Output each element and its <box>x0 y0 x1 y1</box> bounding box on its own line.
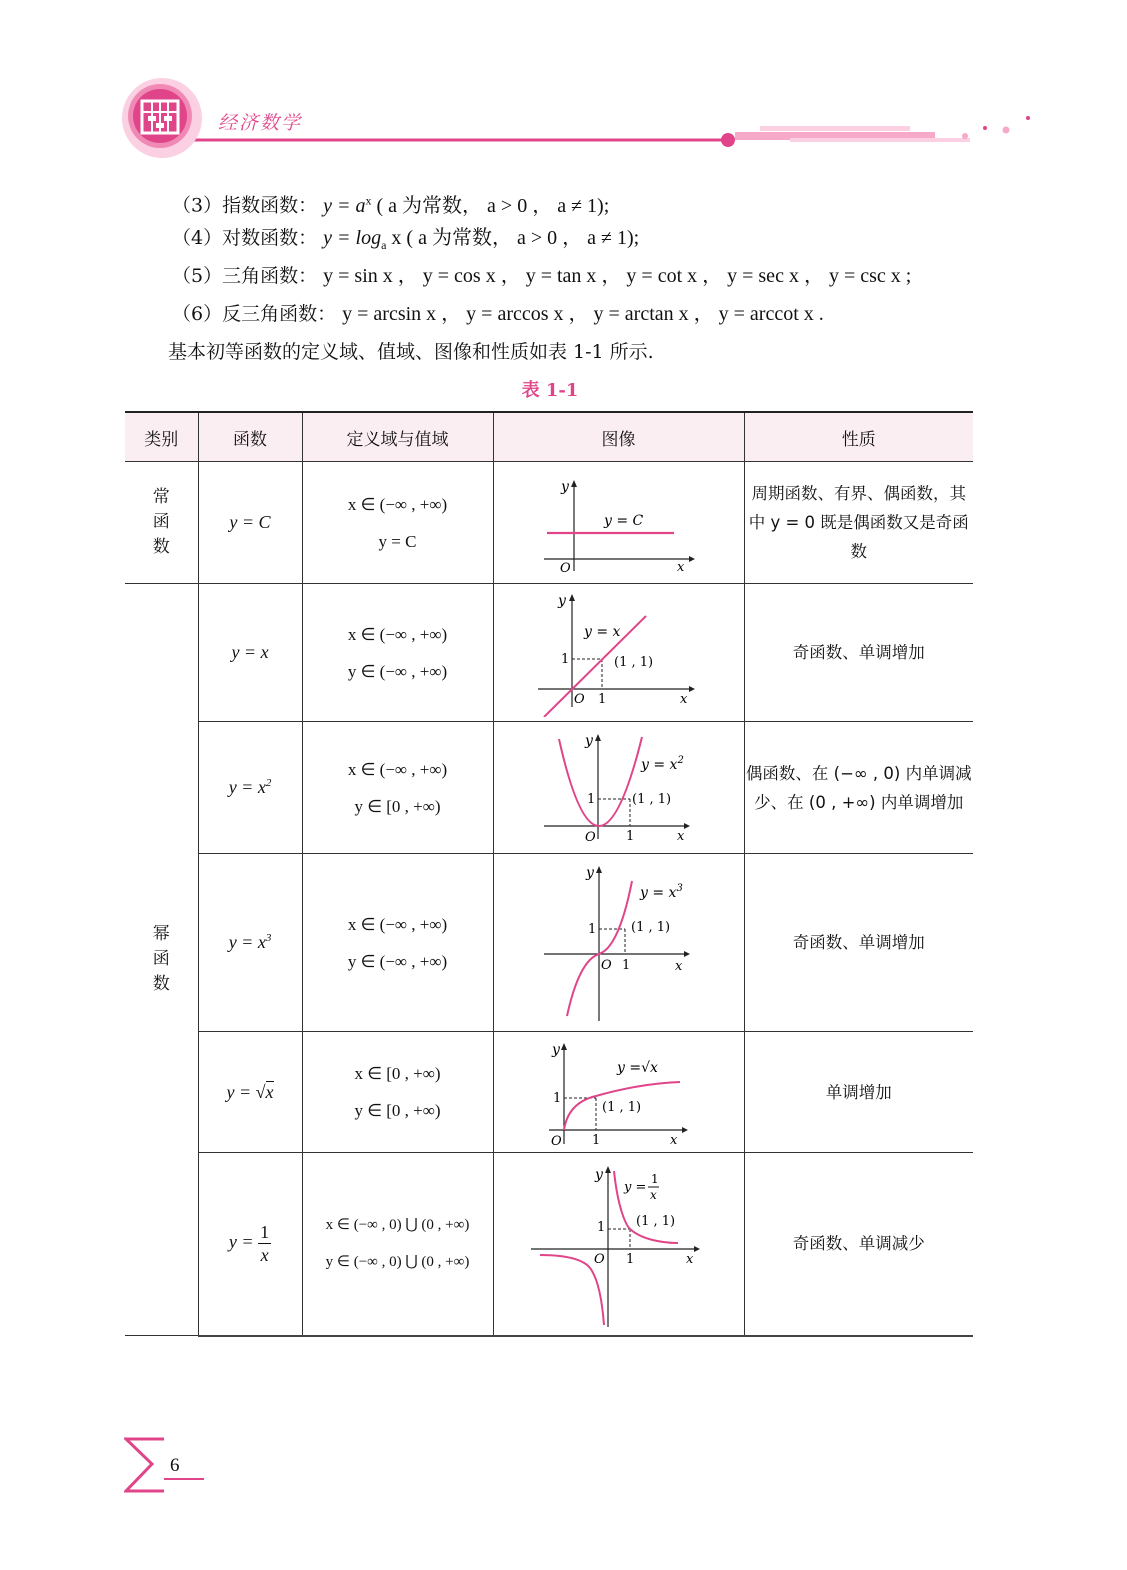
curve-label <box>616 1060 658 1076</box>
tick-label: 1 <box>621 957 630 973</box>
property-cell: 周期函数、有界、偶函数，其中 y = 0 既是偶函数又是奇函数 <box>744 462 973 584</box>
range: y ∈ (−∞ , +∞) <box>347 951 448 971</box>
graph-sqrt <box>544 1038 694 1146</box>
graph-cube <box>539 861 699 1025</box>
intro-line-5 <box>172 262 1002 300</box>
header-properties: 性质 <box>744 412 973 462</box>
domain: x ∈ (−∞ , +∞) <box>347 914 448 934</box>
domain: x ∈ [0 , +∞) <box>354 1064 441 1083</box>
graph-cell <box>493 462 744 584</box>
fraction <box>258 1221 271 1266</box>
category-char: 数 <box>152 974 170 994</box>
function-prefix: y = <box>228 1231 259 1252</box>
radicand: x <box>265 1081 274 1102</box>
range: y ∈ (−∞ , 0) ⋃ (0 , +∞) <box>325 1253 470 1270</box>
curve-label-exp: 2 <box>676 754 684 766</box>
radical-sign: √ <box>255 1081 266 1102</box>
tick-label: 1 <box>597 691 606 707</box>
origin-label: O <box>559 560 571 573</box>
tick-label: 1 <box>552 1091 561 1106</box>
graph-cell <box>493 1032 744 1153</box>
axis-label-x: x <box>679 691 687 707</box>
domain: x ∈ (−∞ , +∞) <box>347 494 448 514</box>
category-constant <box>125 462 198 584</box>
property-cell: 偶函数、在 (−∞ , 0) 内单调减少、在 (0 , +∞) 内单调增加 <box>744 722 973 854</box>
table-header-row <box>125 412 973 462</box>
function-cell <box>198 1153 302 1336</box>
curve-label-radical: √x <box>640 1060 658 1076</box>
axis-label-y: y <box>595 1166 603 1183</box>
table-row <box>125 584 973 722</box>
formula-note: x ( a 为常数， a > 0 ， a ≠ 1); <box>386 227 640 249</box>
origin-label: O <box>594 1251 605 1267</box>
function-cell: y = x <box>198 584 302 722</box>
function-cell <box>198 722 302 854</box>
graph-cell <box>493 722 744 854</box>
axis-label-x: x <box>669 1133 677 1146</box>
formula: y = sin x ， y = cos x ， y = tan x ， y = cot x ， y = sec x ， y = csc x ; <box>323 265 912 287</box>
point-label: (1 , 1) <box>613 654 653 670</box>
origin-label: O <box>584 829 596 845</box>
graph-linear <box>534 589 704 717</box>
axis-label-y: y <box>584 732 593 749</box>
domain: x ∈ (−∞ , +∞) <box>347 759 448 779</box>
domain-range-cell <box>302 1153 493 1336</box>
domain-range-cell <box>302 1032 493 1153</box>
header-function: 函数 <box>198 412 302 462</box>
function-exponent: 2 <box>265 777 272 789</box>
fraction-denominator: x <box>260 1245 269 1266</box>
formula: y = a <box>323 194 366 217</box>
formula-sup: x <box>365 193 372 207</box>
property-cell: 奇函数、单调减少 <box>744 1153 973 1336</box>
header-graph: 图像 <box>493 412 744 462</box>
tick-label: 1 <box>587 921 596 937</box>
tick-label: 1 <box>591 1133 600 1146</box>
function-cell <box>198 1032 302 1153</box>
axis-label-y: y <box>551 1042 560 1058</box>
formula: y = arcsin x ， y = arccos x ， y = arctan x ， y = arccot x . <box>342 303 824 325</box>
axis-label-x: x <box>686 1251 694 1267</box>
category-char: 常 <box>152 487 170 507</box>
range: y ∈ [0 , +∞) <box>354 1101 441 1120</box>
curve-label-prefix: y = <box>616 1060 641 1076</box>
point-label: (1 , 1) <box>636 1213 676 1229</box>
tick-label: 1 <box>597 1219 606 1235</box>
intro-text <box>168 186 1002 376</box>
axis-label-y: y <box>557 592 566 609</box>
category-char: 数 <box>152 537 170 557</box>
function-base: y = x <box>228 777 266 797</box>
point-label: (1 , 1) <box>631 791 671 807</box>
curve-label: y = C <box>603 512 643 529</box>
tick-label: 1 <box>586 791 595 807</box>
graph-cell <box>493 1153 744 1336</box>
intro-label: （6）反三角函数： <box>172 303 337 325</box>
table-row <box>125 1032 973 1153</box>
table-row <box>125 722 973 854</box>
category-char: 函 <box>152 949 170 969</box>
category-char: 幂 <box>152 924 170 944</box>
property-cell: 奇函数、单调增加 <box>744 584 973 722</box>
page-number: 6 <box>170 1455 180 1476</box>
tick-label: 1 <box>625 828 634 844</box>
curve-label-base: y = x <box>640 756 677 773</box>
point-label: (1 , 1) <box>601 1100 641 1115</box>
curve-label <box>639 883 683 901</box>
curve-label <box>640 755 684 773</box>
origin-label: O <box>573 691 585 707</box>
formula-sub: a <box>381 238 387 252</box>
table-row <box>125 462 973 584</box>
function-exponent: 3 <box>265 932 272 944</box>
domain: x ∈ (−∞ , +∞) <box>347 624 448 644</box>
page-header <box>0 0 1127 170</box>
function-cell <box>198 854 302 1032</box>
curve-label-den: x <box>650 1187 657 1202</box>
fraction-numerator: 1 <box>260 1222 270 1243</box>
domain-range-cell <box>302 462 493 584</box>
property-cell: 奇函数、单调增加 <box>744 854 973 1032</box>
axis-label-y: y <box>585 864 594 881</box>
tick-label: 1 <box>560 651 569 667</box>
curve-label-exp: 3 <box>675 882 683 894</box>
function-base: y = x <box>228 932 266 952</box>
property-cell: 单调增加 <box>744 1032 973 1153</box>
range: y ∈ [0 , +∞) <box>354 796 441 816</box>
axis-label-x: x <box>674 958 682 974</box>
domain-range-cell <box>302 722 493 854</box>
axis-label-x: x <box>676 559 684 573</box>
domain-range-cell <box>302 854 493 1032</box>
function-prefix: y = <box>226 1081 256 1102</box>
header-domain-range: 定义域与值域 <box>302 412 493 462</box>
functions-table <box>125 411 973 1337</box>
abacus-icon <box>138 95 182 139</box>
point-label: (1 , 1) <box>630 919 670 935</box>
graph-cell <box>493 854 744 1032</box>
domain-range-cell <box>302 584 493 722</box>
formula-note: ( a 为常数， a > 0 ， a ≠ 1); <box>376 194 610 217</box>
domain: x ∈ (−∞ , 0) ⋃ (0 , +∞) <box>325 1216 470 1233</box>
graph-inverse <box>526 1159 711 1329</box>
category-power <box>125 584 198 1336</box>
intro-label: （3）指数函数： <box>172 194 318 217</box>
intro-line-3 <box>172 186 1002 224</box>
origin-label: O <box>600 957 612 973</box>
curve-label-base: y = x <box>639 884 676 901</box>
range: y = C <box>378 531 417 551</box>
curve-label-prefix: y = <box>624 1179 647 1195</box>
header-category: 类别 <box>125 412 198 462</box>
table-caption: 表 1-1 <box>521 380 579 401</box>
axis-label-y: y <box>560 478 569 495</box>
intro-label: （4）对数函数： <box>172 227 318 249</box>
category-char: 函 <box>152 512 170 532</box>
curve-label-num: 1 <box>651 1171 659 1186</box>
intro-line-6 <box>172 300 1002 338</box>
graph-cell <box>493 584 744 722</box>
function-cell: y = C <box>198 462 302 584</box>
axis-label-x: x <box>676 828 684 844</box>
intro-label: （5）三角函数： <box>172 265 318 287</box>
origin-label: O <box>550 1134 562 1146</box>
curve-label: y = x <box>583 623 620 640</box>
book-title: 经济数学 <box>218 112 303 134</box>
sigma-icon <box>124 1436 206 1494</box>
header-decoration <box>0 0 1127 170</box>
intro-line-4 <box>172 224 1002 262</box>
range: y ∈ (−∞ , +∞) <box>347 661 448 681</box>
tick-label: 1 <box>626 1251 635 1267</box>
graph-square <box>539 729 699 847</box>
intro-summary: 基本初等函数的定义域、值域、图像和性质如表 1-1 所示. <box>168 341 654 363</box>
table-row <box>125 854 973 1032</box>
graph-constant <box>539 473 699 573</box>
table-row <box>125 1153 973 1336</box>
formula: y = log <box>323 227 382 249</box>
